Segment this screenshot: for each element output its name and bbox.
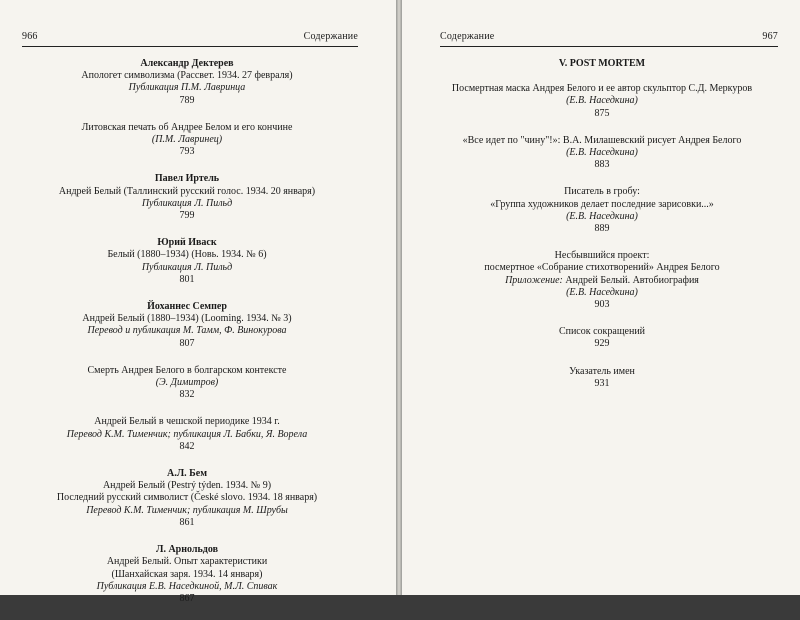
toc-entry — [442, 83, 762, 120]
entry-note: (П.М. Лавринец) — [151, 134, 223, 146]
toc-entry — [22, 122, 352, 159]
left-page — [0, 0, 396, 604]
entry-title: Посмертная маска Андрея Белого и ее автор скульптор С.Д. Меркуров — [451, 83, 753, 95]
entry-note: Публикация Л. Пильд — [141, 261, 233, 273]
entry-page-number: 789 — [179, 94, 195, 106]
entry-title: Апологет символизма (Рассвет. 1934. 27 февраля) — [81, 70, 293, 82]
toc-entry — [442, 326, 762, 350]
left-page-number: 966 — [22, 31, 38, 42]
entry-note: (Е.В. Наседкина) — [566, 210, 638, 222]
entry-note: (Е.В. Наседкина) — [566, 95, 638, 107]
toc-entry — [22, 468, 352, 529]
entry-title: Андрей Белый в чешской периодике 1934 г. — [94, 416, 280, 428]
entry-title: Андрей Белый. Опыт характеристики — [106, 556, 268, 568]
appendix-text: Андрей Белый. Автобиография — [562, 274, 699, 286]
entry-appendix — [442, 275, 762, 287]
entry-author: А.Л. Бем — [166, 468, 208, 480]
entry-page-number: 883 — [594, 159, 610, 171]
entry-title: Указатель имен — [569, 365, 635, 377]
entry-note: Перевод и публикация М. Тамм, Ф. Винокурова — [87, 325, 287, 337]
toc-entry — [22, 173, 352, 222]
entry-note: Публикация П.М. Лавринца — [128, 82, 246, 94]
toc-entry — [22, 58, 352, 107]
left-running-head: Содержание — [303, 31, 358, 42]
entry-title: «Группа художников делает последние зарисовки...» — [490, 198, 714, 210]
entry-page-number: 807 — [179, 337, 195, 349]
entry-page-number: 861 — [179, 516, 195, 528]
toc-entry — [442, 135, 762, 172]
entry-note: (Е.В. Наседкина) — [566, 286, 638, 298]
entry-note: Перевод К.М. Тименчик; публикация Л. Бабки, Я. Ворела — [66, 428, 308, 440]
entry-title: Литовская печать об Андрее Белом и его кончине — [81, 121, 293, 133]
left-contents-column — [22, 58, 352, 620]
entry-title: Список сокращений — [558, 326, 646, 338]
entry-title: Несбывшийся проект: — [554, 250, 650, 262]
right-page-number: 967 — [762, 31, 778, 42]
entry-page-number: 929 — [594, 338, 610, 350]
entry-title: Белый (1880–1934) (Новь. 1934. № 6) — [107, 249, 267, 261]
left-header-rule — [22, 46, 358, 47]
entry-page-number: 889 — [594, 223, 610, 235]
entry-author: Л. Арнольдов — [156, 544, 218, 556]
entry-page-number: 903 — [594, 299, 610, 311]
right-header-rule — [440, 46, 778, 47]
entry-note: (Е.В. Наседкина) — [566, 147, 638, 159]
part-heading: V. POST MORTEM — [558, 58, 646, 69]
right-running-head: Содержание — [440, 31, 495, 42]
right-contents-column — [442, 58, 762, 405]
toc-entry — [22, 301, 352, 350]
toc-entry — [442, 366, 762, 390]
toc-entry — [22, 237, 352, 286]
entry-author: Александр Дектерев — [140, 58, 234, 69]
entry-note: Публикация Л. Пильд — [141, 197, 233, 209]
toc-entry — [22, 365, 352, 402]
entry-author: Юрий Иваск — [157, 237, 217, 249]
entry-title: Писатель в гробу: — [564, 186, 640, 198]
toc-entry — [22, 544, 352, 605]
entry-note: Публикация Е.В. Наседкиной, М.Л. Спивак — [96, 580, 278, 592]
entry-title: Смерть Андрея Белого в болгарском контексте — [87, 364, 287, 376]
entry-title: Андрей Белый (Pestrý týden. 1934. № 9) — [102, 480, 272, 492]
entry-title: посмертное «Собрание стихотворений» Андрея Белого — [484, 262, 720, 274]
entry-page-number: 931 — [594, 377, 610, 389]
entry-title: (Шанхайская заря. 1934. 14 января) — [111, 568, 263, 580]
entry-page-number: 801 — [179, 273, 195, 285]
appendix-label: Приложение: — [505, 274, 563, 286]
entry-page-number: 799 — [179, 210, 195, 222]
right-page — [402, 0, 800, 595]
entry-page-number: 875 — [594, 107, 610, 119]
entry-page-number: 842 — [179, 440, 195, 452]
entry-author: Павел Иртель — [154, 173, 220, 185]
entry-author: Йоханнес Семпер — [147, 301, 227, 313]
entry-page-number: 867 — [179, 592, 195, 604]
entry-note: Перевод К.М. Тименчик; публикация М. Шрубы — [86, 504, 288, 516]
entry-title: Последний русский символист (České slovo. 1934. 18 января) — [56, 492, 318, 504]
entry-title: «Все идет по "чину"!»: В.А. Милашевский рисует Андрея Белого — [462, 134, 742, 146]
entry-title: Андрей Белый (1880–1934) (Looming. 1934. № 3) — [82, 313, 292, 325]
entry-page-number: 832 — [179, 389, 195, 401]
entry-title: Андрей Белый (Таллинский русский голос. 1934. 20 января) — [58, 185, 316, 197]
toc-entry — [442, 186, 762, 235]
entry-note: (Э. Димитров) — [155, 377, 219, 389]
toc-entry — [22, 416, 352, 453]
entry-page-number: 793 — [179, 146, 195, 158]
toc-entry — [442, 250, 762, 311]
